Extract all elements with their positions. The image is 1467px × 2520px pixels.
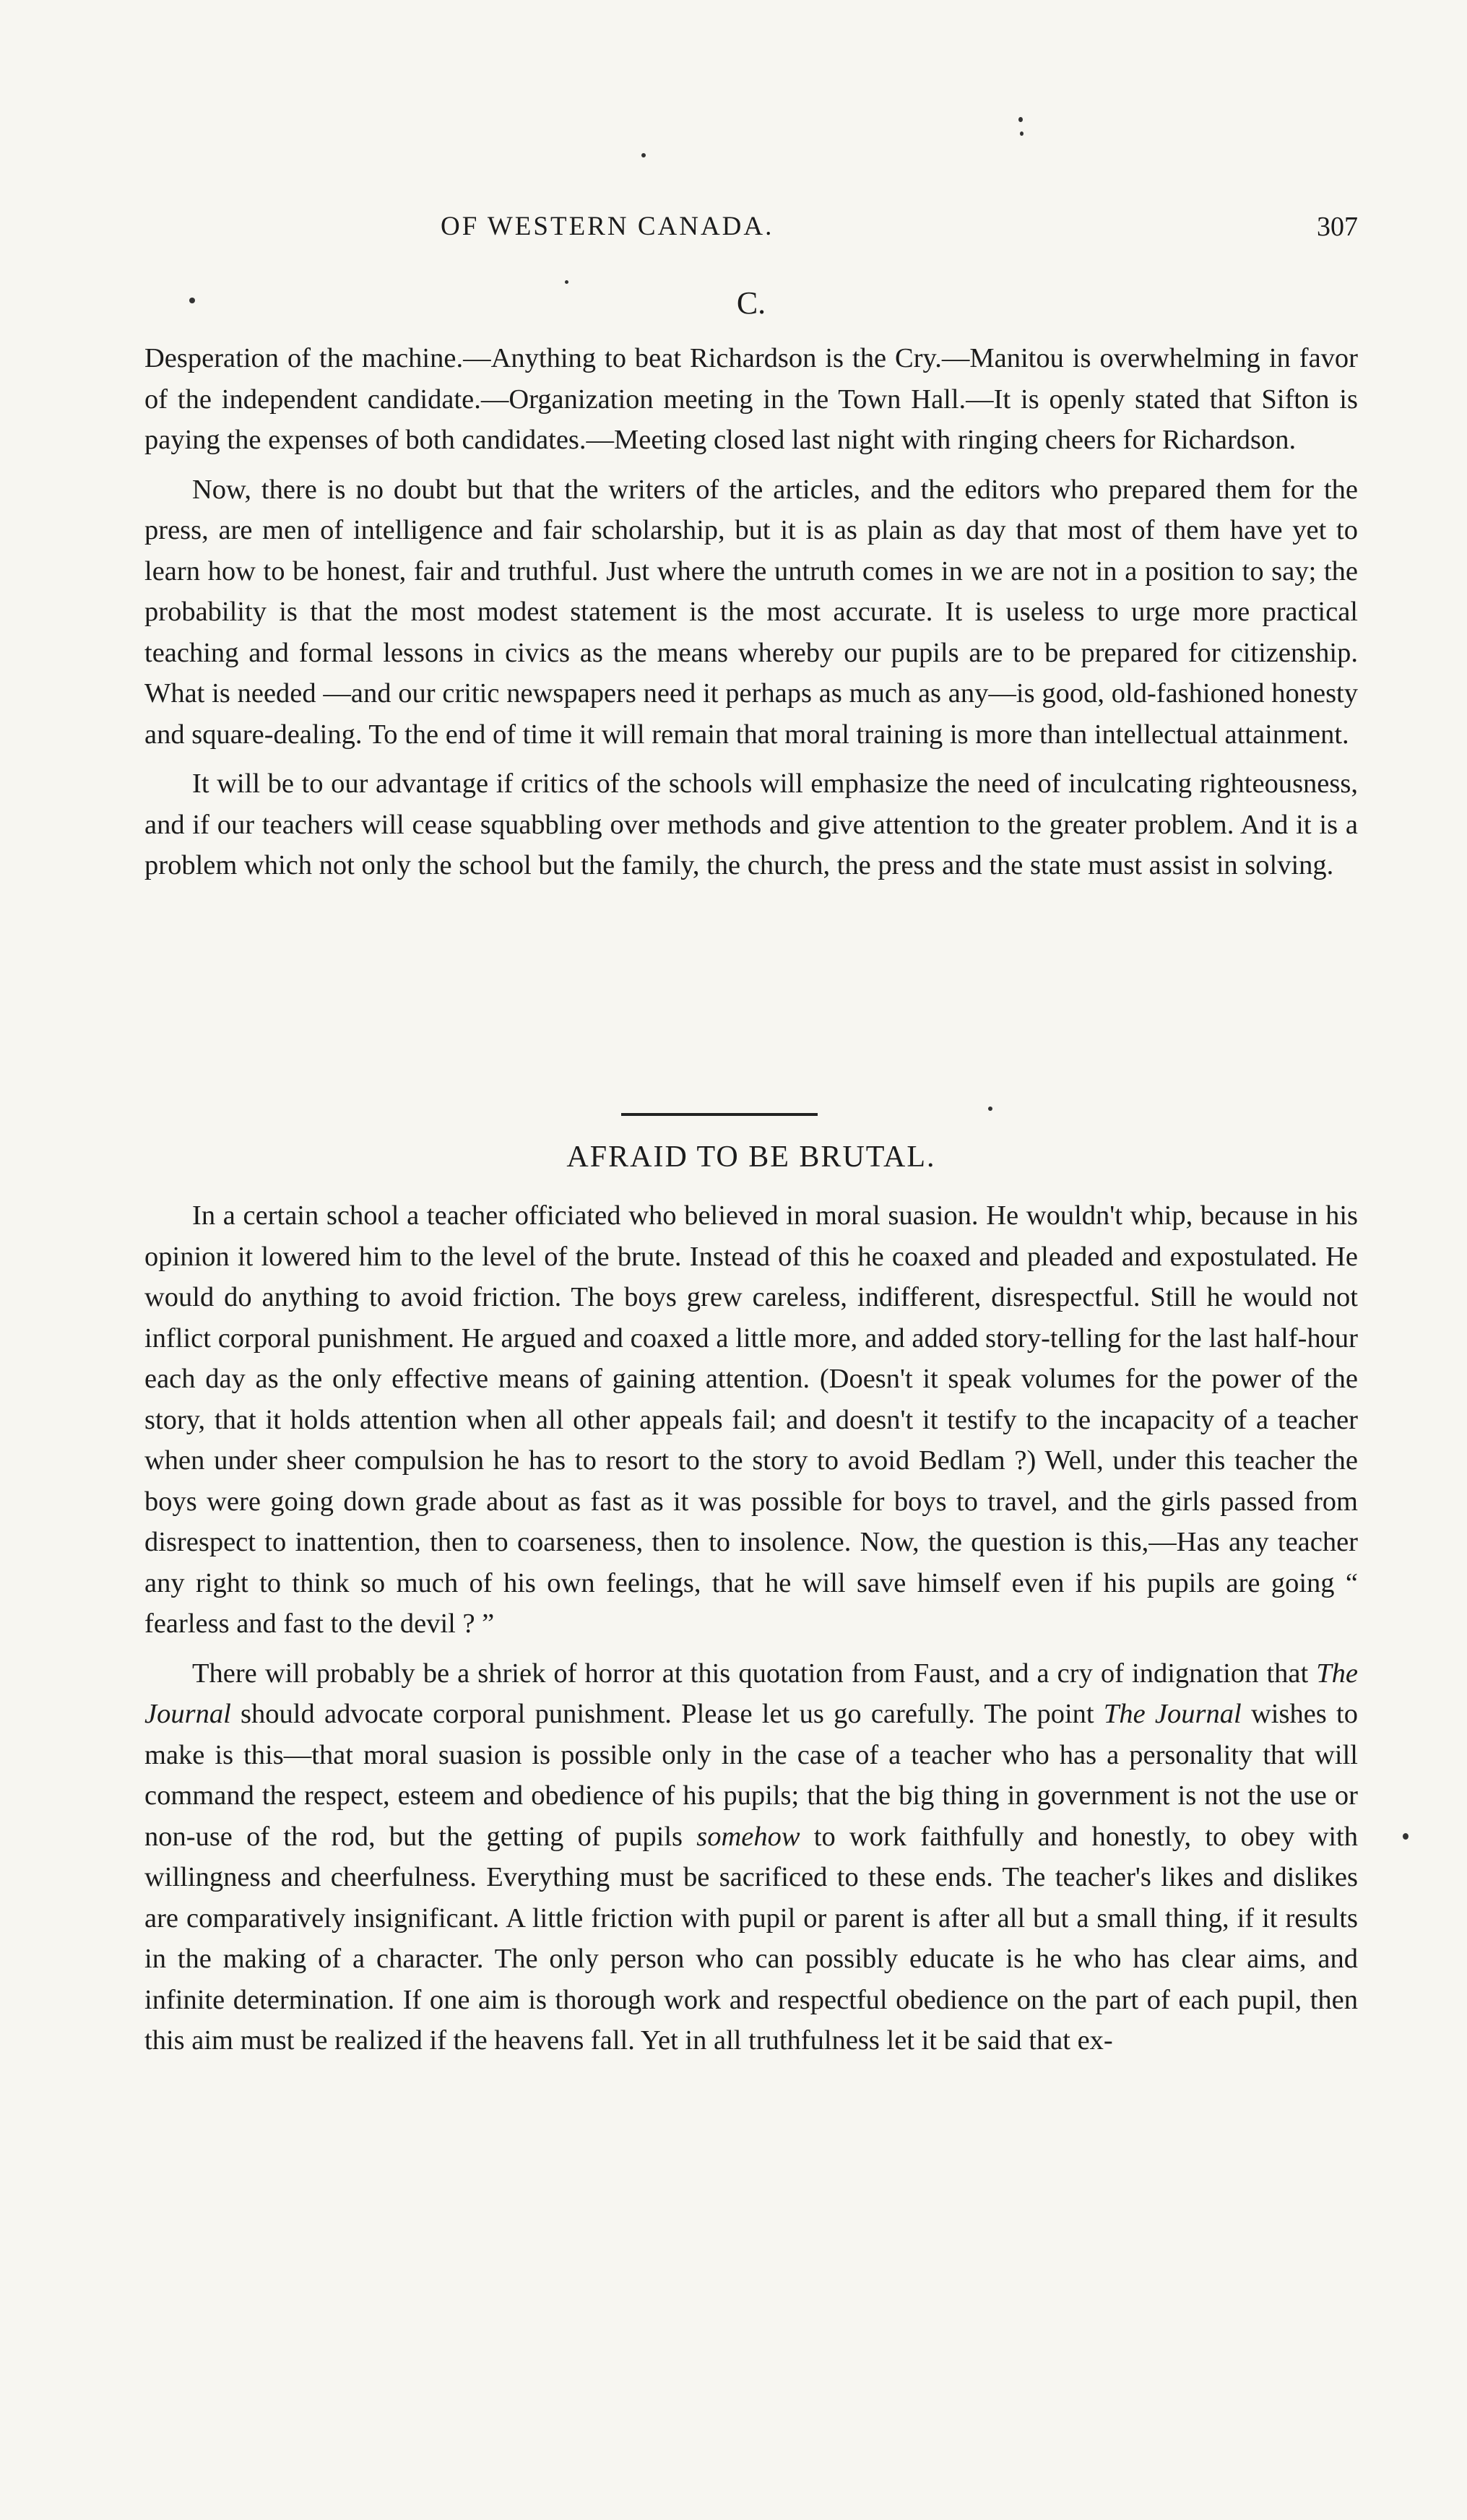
page-number: 307: [1317, 212, 1358, 242]
section-c-body: [144, 338, 1358, 895]
paragraph: Now, there is no doubt but that the writers of the articles, and the editors who prepared them for the press, are men of intelligence and fair scholarship, but it is as plain as day that most of them have yet to learn how to be honest, fair and truthful. Just where the untruth comes in we are not in a position to say; the probability is that the most modest statement is the most accurate. It is useless to urge more practical teaching and formal lessons in civics as the means whereby our pupils are to be prepared for citizenship. What is needed —and our critic newspapers need it perhaps as much as any—is good, old-fashioned honesty and square-dealing. To the end of time it will remain that moral training is more than intellectual attainment.: [144, 474, 1358, 750]
publication-title: The Journal: [144, 1658, 1358, 1729]
emphasis: somehow: [696, 1821, 800, 1852]
page: [144, 0, 1358, 2520]
text-run: should advocate corporal punishment. Please let us go carefully. The point: [230, 1699, 1104, 1729]
scan-speck: [1020, 131, 1024, 136]
scan-speck: [988, 1107, 992, 1111]
paragraph: Desperation of the machine.—Anything to beat Richardson is the Cry.—Manitou is overwhelming in favor of the independent candidate.—Organization meeting in the Town Hall.—It is openly stated that Sifton is paying the expenses of both candidates.—Meeting closed last night with ringing cheers for Richardson.: [144, 343, 1358, 455]
text-run: to work faithfully and honestly, to obey with willingness and cheerfulness. Everything must be sacrificed to these ends. The teacher's likes and dislikes are comparatively insignificant. A little friction with pupil or parent is after all but a small thing, if it results in the making of a character. The only person who can possibly educate is he who has clear aims, and infinite determination. If one aim is thorough work and respectful obedience on the part of each pupil, then this aim must be realized if the heavens fall. Yet in all truthfulness let it be said that ex-: [144, 1821, 1358, 2056]
scan-speck: [189, 298, 195, 303]
text-run: wishes to make is this—that moral suasion is possible only in the case of a teacher who has a personality that will command the respect, esteem and obedience of his pupils; that the big thing in government is not the use or non-use of the rod, but the getting of pupils: [144, 1699, 1359, 1852]
section-mark: C.: [736, 285, 766, 321]
text-run: There will probably be a shriek of horror at this quotation from Faust, and a cry of indignation that: [192, 1658, 1317, 1689]
scan-speck: [1018, 117, 1023, 122]
scan-speck: [1403, 1833, 1408, 1840]
scan-speck: [641, 153, 646, 157]
section-divider: [621, 1113, 818, 1116]
paragraph: It will be to our advantage if critics of the schools will emphasize the need of inculcating righteousness, and if our teachers will cease squabbling over methods and give attention to the greater problem. And it is a problem which not only the school but the family, the church, the press and the state must assist in solving.: [144, 768, 1358, 880]
publication-title: The Journal: [1103, 1699, 1242, 1729]
paragraph: [144, 1653, 1358, 2061]
article-body: [144, 1195, 1358, 2070]
paragraph: In a certain school a teacher officiated who believed in moral suasion. He wouldn't whip, because in his opinion it lowered him to the level of the brute. Instead of this he coaxed and pleaded and expostulated. He would do anything to avoid friction. The boys grew careless, indifferent, disrespectful. Still he would not inflict corporal punishment. He argued and coaxed a little more, and added story-telling for the last half-hour each day as the only effective means of gaining attention. (Doesn't it speak volumes for the power of the story, that it holds attention when all other appeals fail; and doesn't it testify to the incapacity of a teacher when under sheer compulsion he has to resort to the story to avoid Bedlam ?) Well, under this teacher the boys were going down grade about as fast as it was possible for boys to travel, and the girls passed from disrespect to inattention, then to coarseness, then to insolence. Now, the question is this,—Has any teacher any right to think so much of his own feelings, that he will save himself even if his pupils are going “ fearless and fast to the devil ? ”: [144, 1200, 1358, 1639]
running-header: [144, 211, 1358, 254]
running-title: OF WESTERN CANADA.: [441, 212, 774, 241]
scan-speck: [565, 280, 568, 284]
article-title: AFRAID TO BE BRUTAL.: [566, 1140, 936, 1174]
